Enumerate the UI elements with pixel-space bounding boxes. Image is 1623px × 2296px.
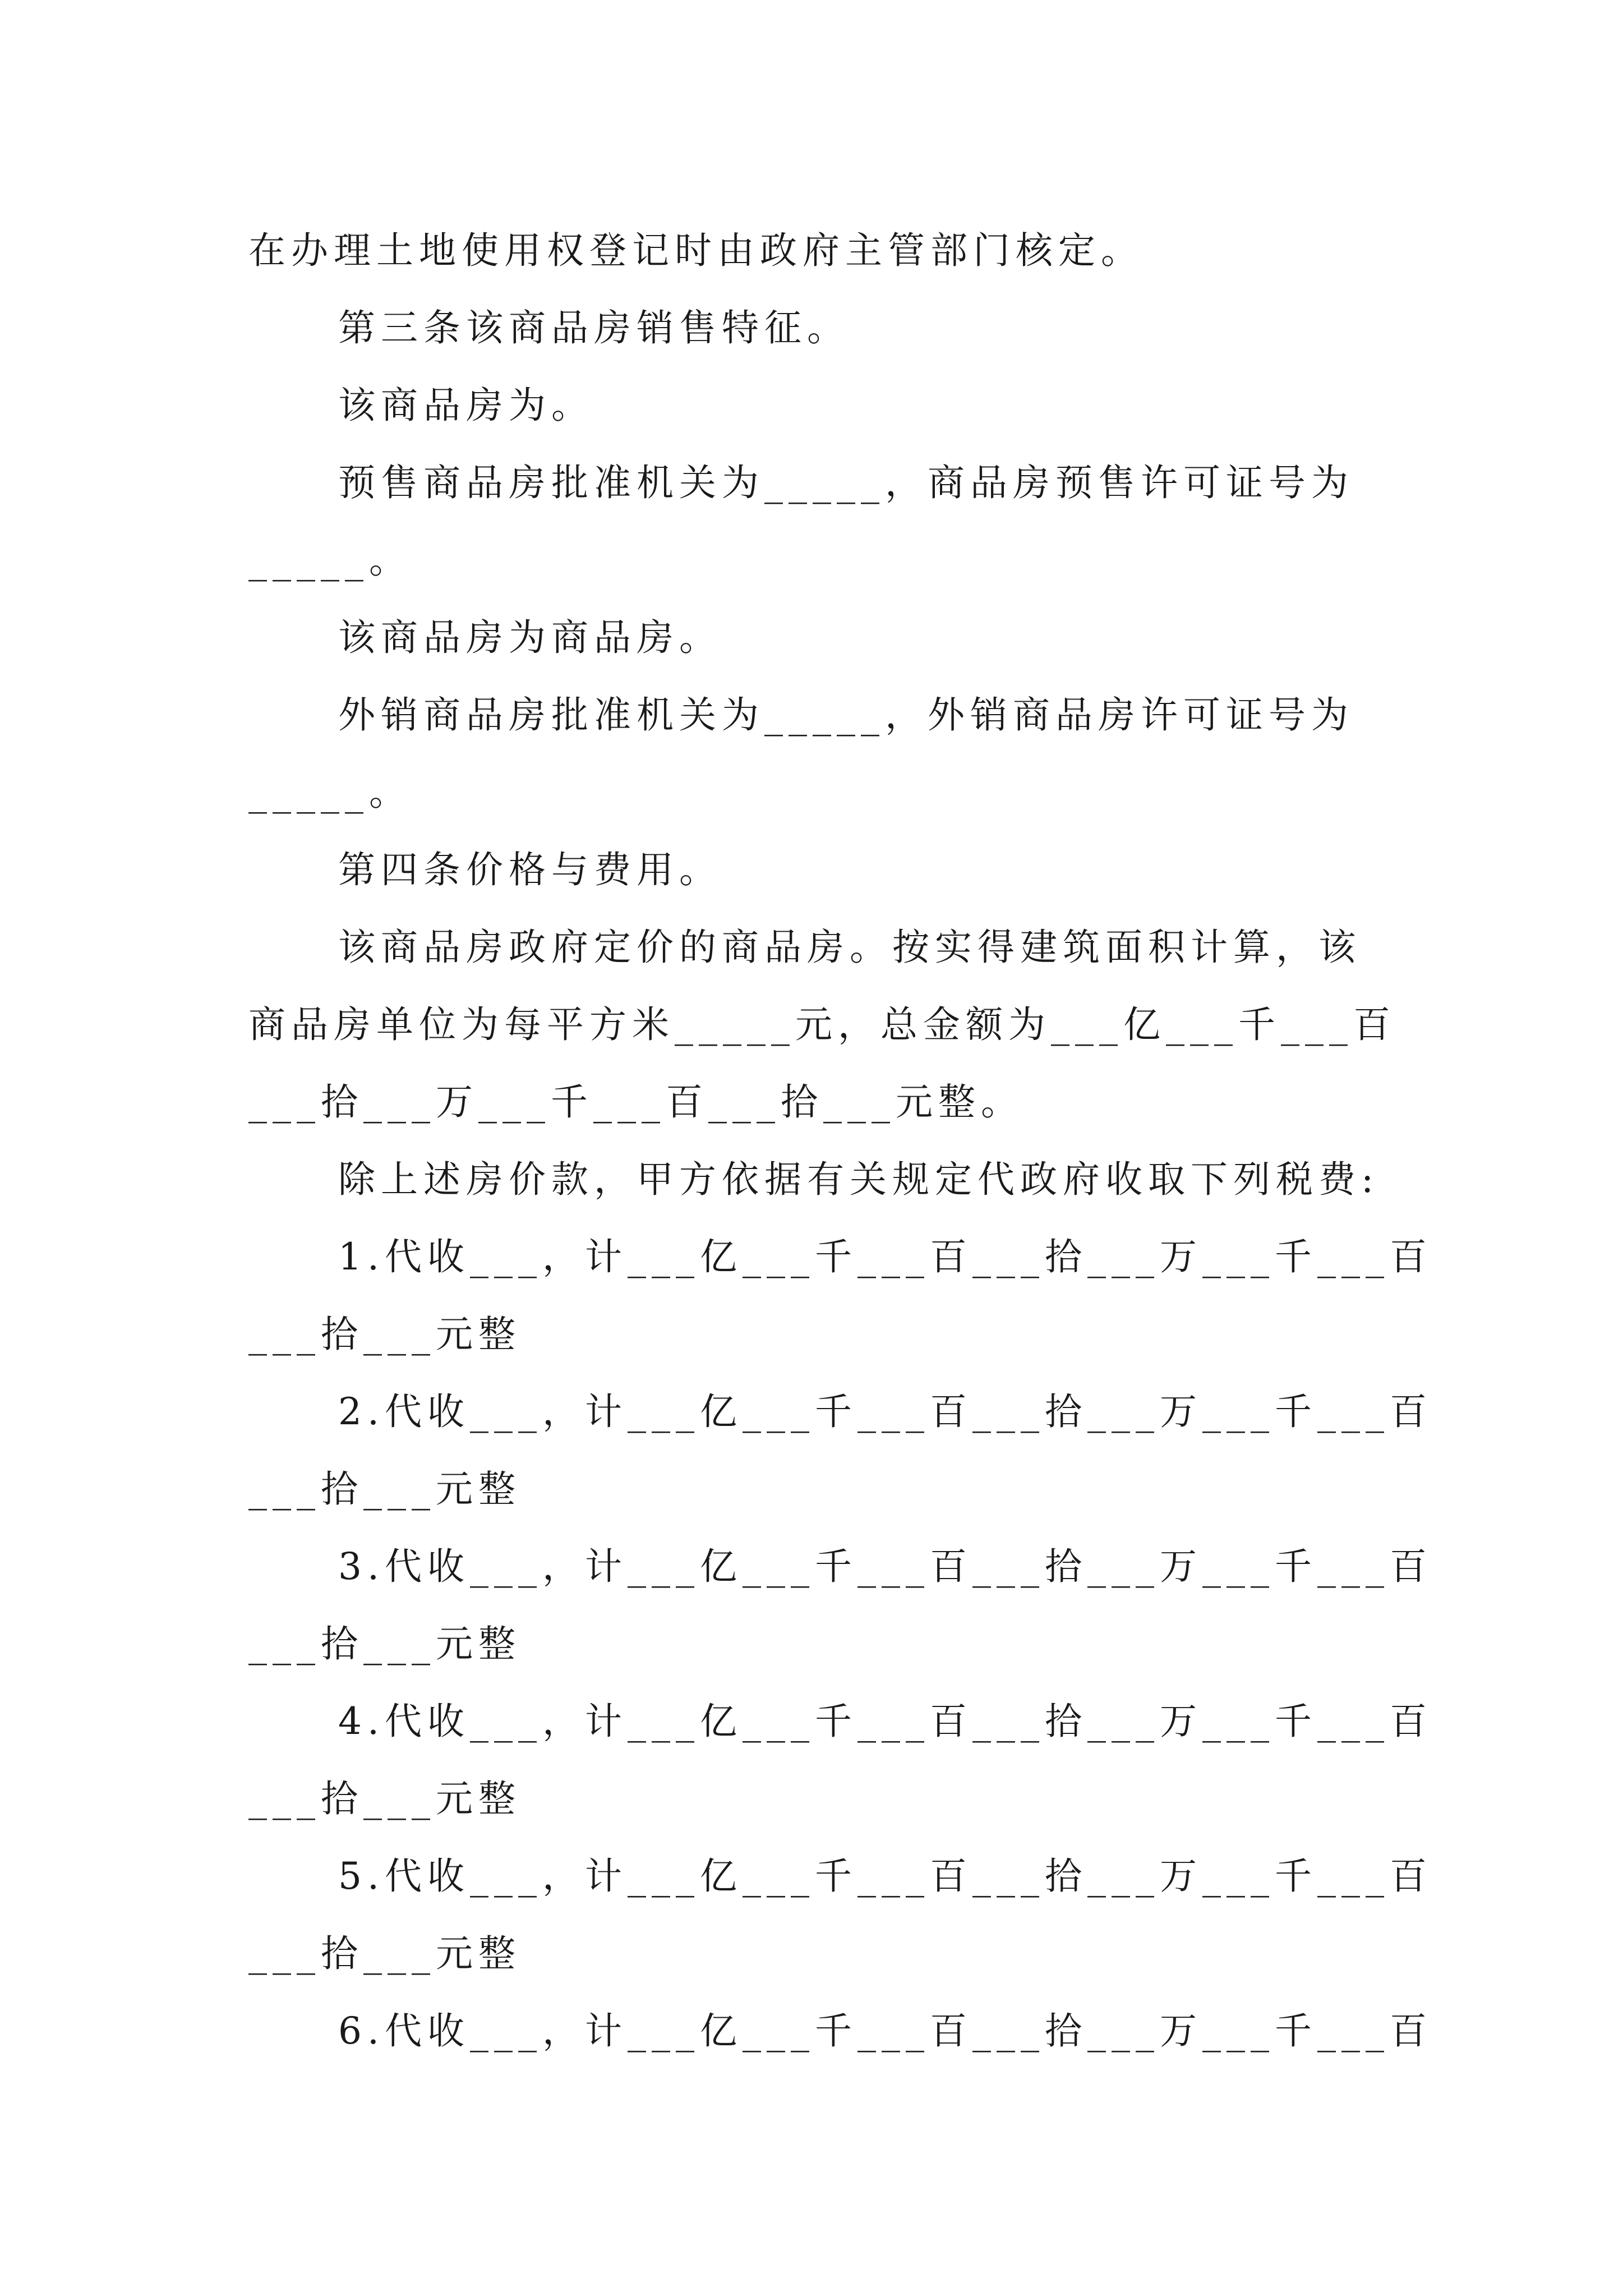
text-line: 商品房单位为每平方米_____元，总金额为___亿___千___百 <box>248 1003 1396 1046</box>
text-line: 第三条该商品房销售特征。 <box>338 306 850 349</box>
text-line: 外销商品房批准机关为_____，外销商品房许可证号为 <box>338 693 1354 737</box>
document-body <box>248 212 1432 2070</box>
text-line: _____。 <box>248 771 412 814</box>
text-line: ___拾___元整 <box>248 1932 521 1975</box>
text-line: 1.代收___，计___亿___千___百___拾___万___千___百 <box>338 1235 1432 1278</box>
text-line: ___拾___元整 <box>248 1622 521 1665</box>
text-line: 该商品房为商品房。 <box>338 616 722 659</box>
text-line: 3.代收___，计___亿___千___百___拾___万___千___百 <box>338 1545 1432 1588</box>
text-line: _____。 <box>248 539 412 582</box>
text-line: ___拾___元整 <box>248 1313 521 1356</box>
text-line: 5.代收___，计___亿___千___百___拾___万___千___百 <box>338 1855 1432 1898</box>
text-line: ___拾___万___千___百___拾___元整。 <box>248 1080 1023 1124</box>
text-line: 2.代收___，计___亿___千___百___拾___万___千___百 <box>338 1390 1432 1433</box>
text-line: 预售商品房批准机关为_____，商品房预售许可证号为 <box>338 461 1354 504</box>
text-line: 第四条价格与费用。 <box>338 848 722 891</box>
text-line: ___拾___元整 <box>248 1777 521 1820</box>
text-line: 在办理土地使用权登记时由政府主管部门核定。 <box>248 229 1144 272</box>
text-line: 该商品房为。 <box>338 384 594 427</box>
text-line: 该商品房政府定价的商品房。按实得建筑面积计算，该 <box>338 926 1361 969</box>
text-line: 4.代收___，计___亿___千___百___拾___万___千___百 <box>338 1700 1432 1743</box>
text-line: 除上述房价款，甲方依据有关规定代政府收取下列税费: <box>338 1158 1380 1201</box>
text-line: 6.代收___，计___亿___千___百___拾___万___千___百 <box>338 2009 1432 2053</box>
text-line: ___拾___元整 <box>248 1467 521 1511</box>
